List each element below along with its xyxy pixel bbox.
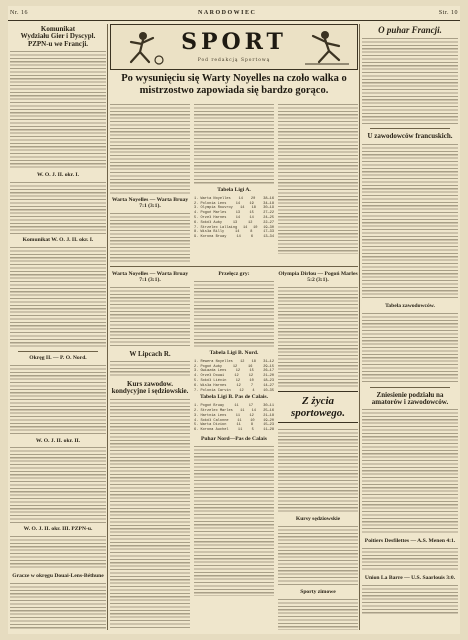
headline-komunikat: Komunikat Wydziału Gier i Dyscypl. PZPN-u we Francji. [20,25,96,48]
article-text [362,585,458,615]
table-cell: 26—17 [263,369,274,374]
table-cell: 25—16 [263,408,274,413]
table-cell: 19—20 [263,418,274,423]
article-text [278,429,358,513]
table-cell: 7. Strzelec Lallaing [194,225,238,230]
article-text [110,213,190,264]
article-text [110,104,190,194]
table-cell: 12 [249,413,254,418]
table-cell: 14 [235,230,240,235]
table-cell: 2. Polonia Lens [194,201,227,206]
table-cell: 3. Hartnia Lens [194,413,227,418]
main-headline: Po wysunięciu się Warty Noyelles na czoło walka o mistrzostwo zapowiada się bardzo gorąco. [121,73,347,96]
table-cell: 17 [248,404,254,409]
table-cell: 12 [236,383,241,388]
section-heading: Tabela zawodowców. [385,302,435,309]
article-text [362,409,458,535]
table-cell: 12 [235,378,241,383]
article-text [10,583,106,630]
table-title: Tabela Ligi B. Nord. [209,349,259,356]
table-cell: 30—11 [263,404,274,409]
table-cell: 17—33 [263,230,274,235]
table-cell: 6 [250,235,254,240]
result-headline: Union La Barre — U.S. Saarlouis 3:0. [364,575,456,582]
table-cell: 10—35 [263,388,274,393]
section-heading: Sporty zimowe [300,588,336,595]
table-cell: 22—27 [263,220,274,225]
section-heading: Przełęcz gry: [218,271,250,277]
match-headline: Warta Noyelles — Warta Bruay 7:1 (3:1). [111,197,189,209]
section-heading: W Lipcach R. [129,349,171,358]
table-cell: 5. Warta Divion [194,423,227,428]
article-text [278,104,358,254]
table-cell: 29—15 [263,364,274,369]
column-rule [359,24,360,630]
table-cell: 21—20 [263,374,274,379]
column-rule [107,24,108,630]
table-cell: 12 [248,374,254,379]
table-cell: 18—23 [263,378,274,383]
table-cell: 6. Korona Auchel [194,428,229,433]
article-text [194,446,274,596]
table-cell: 8 [250,423,254,428]
headline-amatorzy: Zniesienie podziału na amatorów i zawodowców. [371,390,449,406]
table-cell: 12 [239,388,244,393]
table-cell: 21—18 [263,413,274,418]
headline-zawodowcy: U zawodowców francuskich. [367,132,453,141]
table-cell: 16 [248,364,253,369]
divider [370,387,450,388]
divider [370,128,450,129]
sport-masthead [110,24,358,70]
match-headline: Warta Noyelles — Warta Bruay 7:1 (3:1). [111,271,189,283]
center-subcolumn [110,102,190,264]
table-row [194,235,274,240]
article-text [110,361,190,377]
table-cell: 20 [250,196,256,201]
table-cell: 31—12 [263,359,274,364]
table-cell: 5 [251,428,254,433]
table-cell: 19 [249,201,254,206]
article-text [194,281,274,347]
table-cell: 6. Wisła Harnes [194,383,227,388]
table-cell: 11 [237,418,242,423]
running-head [8,6,460,21]
table-cell: 2. Pogoń Auby [194,364,223,369]
table-cell: 4. Orzeł Douai [194,374,225,379]
table-title: Tabela Ligi A. [217,187,251,193]
table-cell: 13—34 [263,235,274,240]
table-cell: 15 [249,369,254,374]
table-cell: 18 [251,206,256,211]
right-column [362,24,458,630]
section-heading: Puhar Nord—Pas de Calais [201,435,267,442]
table-cell: 12 [232,364,238,369]
table-cell: 8. Wisła Billy [194,230,225,235]
table-cell: 14 [240,206,245,211]
paper-name: NARODOWIEC [198,10,257,16]
article-text [10,247,106,347]
table-cell: 24—25 [263,216,274,221]
page-number-left: Nr. 16 [10,10,28,16]
table-cell: 11 [234,404,239,409]
section-heading: W. O. J. II. okr. II. [35,437,81,444]
table-cell: 14 [235,216,241,221]
left-column [10,24,106,630]
article-text [10,51,106,169]
table-cell: 1. Rewera Noyelles [194,359,233,364]
article-text [278,599,358,630]
table-cell: 4. Sokół Calonne [194,418,229,423]
article-text [278,526,358,586]
table-cell: 6. Sokół Auby [194,220,223,225]
section-heading: W. O. J. II. okr. I. [36,172,80,179]
article-text [362,548,458,572]
section-heading: Komunikat W. O. J. II. okr. I. [22,236,94,243]
section-heading: W. O. J. II. okr. III. PZPN-u. [23,526,93,533]
table-title: Tabela Ligi B. Pas de Calais. [199,394,269,401]
newspaper-page [8,6,460,634]
article-text [362,313,458,383]
table-cell: 11—28 [263,428,274,433]
table-cell: 11 [235,413,241,418]
table-cell: 8 [250,230,253,235]
table-cell: 14 [235,201,241,206]
table-cell: 4 [252,388,255,393]
table-cell: 12 [235,369,241,374]
headline-puhar-francji: O puhar Francji. [378,25,442,35]
divider [18,351,98,352]
table-cell: 14 [238,196,243,201]
table-cell: 14 [242,225,248,230]
table-cell: 5. Orzeł Harnes [194,216,227,221]
table-cell: 30—19 [263,206,274,211]
table-cell: 14 [236,235,241,240]
section-heading: Kursy sędziowskie [295,515,341,522]
league-table [194,360,274,394]
section-heading-zycie: Z życia sportowego. [278,391,358,423]
table-cell: 11 [240,408,245,413]
masthead-title: SPORT [181,29,287,55]
table-cell: 2. Strzelec Marles [194,408,233,413]
article-text [110,287,190,347]
table-cell: 10 [253,225,258,230]
table-cell: 14—27 [263,383,274,388]
section-heading: Kurs zawodow. kondycyjne i sędziowskie. [111,380,189,396]
table-cell: 12 [240,359,245,364]
table-cell: 15 [249,211,254,216]
center-subcolumn [194,102,274,264]
sport-section [110,24,358,630]
table-cell: 15—23 [263,423,274,428]
table-cell: 1. Pogoń Bruay [194,404,225,409]
table-row [194,389,274,394]
article-text [10,536,106,570]
article-text [10,365,106,435]
article-text [278,287,358,387]
table-cell: 4. Pogoń Marles [194,211,227,216]
table-cell: 1. Warta Noyelles [194,196,231,201]
athlete-illustration-right [299,26,355,68]
table-cell: 19—30 [263,225,274,230]
table-cell: 14 [249,216,254,221]
article-text [362,144,458,300]
league-table [194,404,274,433]
table-cell: 34—18 [263,201,274,206]
article-text [110,399,190,630]
table-cell: 13 [235,211,241,216]
table-cell: 14 [251,408,256,413]
league-table [194,197,274,240]
table-cell: 13 [232,220,238,225]
article-text [10,182,106,234]
masthead-subtitle: Pod redakcją Sportową [197,58,271,63]
page-number-right: Str. 10 [438,10,458,16]
table-cell: 10 [250,418,255,423]
table-cell: 5. Sokół Liévin [194,378,227,383]
table-cell: 11 [236,423,241,428]
center-subcolumn [278,102,358,264]
article-text [194,104,274,184]
table-cell: 7. Polonia Carvin [194,388,231,393]
table-cell: 12 [234,374,239,379]
table-cell: 12 [248,220,253,225]
center-subcolumn [110,270,190,630]
divider [110,266,358,267]
table-cell: 10 [249,378,254,383]
section-heading: Gracze w okręgu Douai-Lens-Béthune [12,573,104,580]
match-headline: Olympia Dirlou — Pogoń Marles 5:2 (3:1). [278,271,358,283]
article-text [10,447,106,523]
center-subcolumn [194,270,274,630]
section-heading: Okręg II. — P. O. Nord. [29,354,87,361]
result-headline: Poitiers Desfilettes — A.S. Menen 4:1. [364,538,456,545]
table-cell: 7 [250,383,254,388]
table-cell: 3. Olympia Rouvroy [194,206,233,211]
table-cell: 38—16 [263,196,274,201]
center-subcolumn [278,270,358,630]
table-cell: 27—22 [263,211,274,216]
table-cell: 9. Korona Bruay [194,235,227,240]
table-cell: 11 [237,428,243,433]
article-text [362,38,458,124]
table-cell: 3. Gwiazda Lens [194,369,227,374]
table-cell: 18 [251,359,256,364]
table-row [194,428,274,433]
